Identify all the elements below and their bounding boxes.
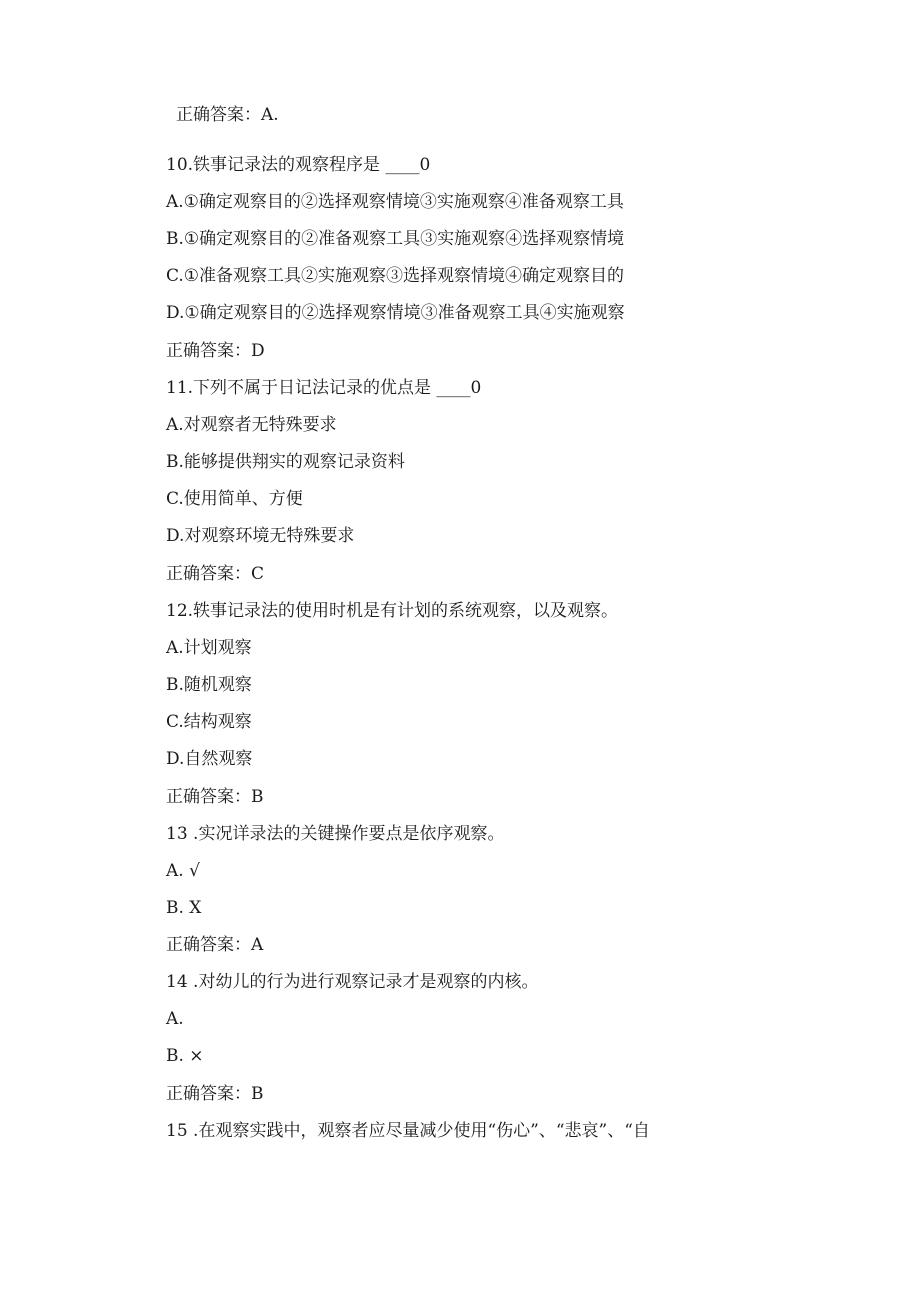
answer-line: 正确答案：A: [166, 935, 264, 955]
option-line: A.: [166, 1009, 184, 1029]
option-line: C.使用简单、方便: [166, 489, 303, 509]
answer-line: 正确答案：C: [166, 564, 265, 584]
question-14: 14 .对幼儿的行为进行观察记录才是观察的内核。: [166, 972, 539, 992]
option-line: A.①确定观察目的②选择观察情境③实施观察④准备观察工具: [166, 192, 624, 212]
option-line: B. X: [166, 898, 202, 918]
question-13: 13 .实况详录法的关键操作要点是依序观察。: [166, 824, 505, 844]
option-line: D.①确定观察目的②选择观察情境③准备观察工具④实施观察: [166, 303, 625, 323]
question-12: 12.轶事记录法的使用时机是有计划的系统观察，以及观察。: [166, 601, 619, 621]
option-line: A.对观察者无特殊要求: [166, 415, 337, 435]
option-line: C.①准备观察工具②实施观察③选择观察情境④确定观察目的: [166, 266, 625, 286]
option-line: D.自然观察: [166, 749, 253, 769]
option-line: A.计划观察: [166, 638, 252, 658]
option-line: C.结构观察: [166, 712, 252, 732]
option-line: B.①确定观察目的②准备观察工具③实施观察④选择观察情境: [166, 229, 625, 249]
option-line: D.对观察环境无特殊要求: [166, 526, 355, 546]
option-line: B. ×: [166, 1046, 204, 1066]
question-15: 15 .在观察实践中，观察者应尽量减少使用“伤心”、“悲哀”、“自: [166, 1121, 650, 1141]
answer-line: 正确答案：B: [166, 1084, 264, 1104]
question-11: 11.下列不属于日记法记录的优点是 ____0: [166, 378, 482, 398]
question-10: 10.铁事记录法的观察程序是 ____0: [166, 155, 431, 175]
answer-line: 正确答案：B: [166, 787, 264, 807]
answer-line: 正确答案：A.: [176, 105, 279, 125]
answer-line: 正确答案：D: [166, 341, 265, 361]
option-line: B.随机观察: [166, 675, 252, 695]
option-line: A. √: [166, 861, 200, 881]
option-line: B.能够提供翔实的观察记录资料: [166, 452, 405, 472]
